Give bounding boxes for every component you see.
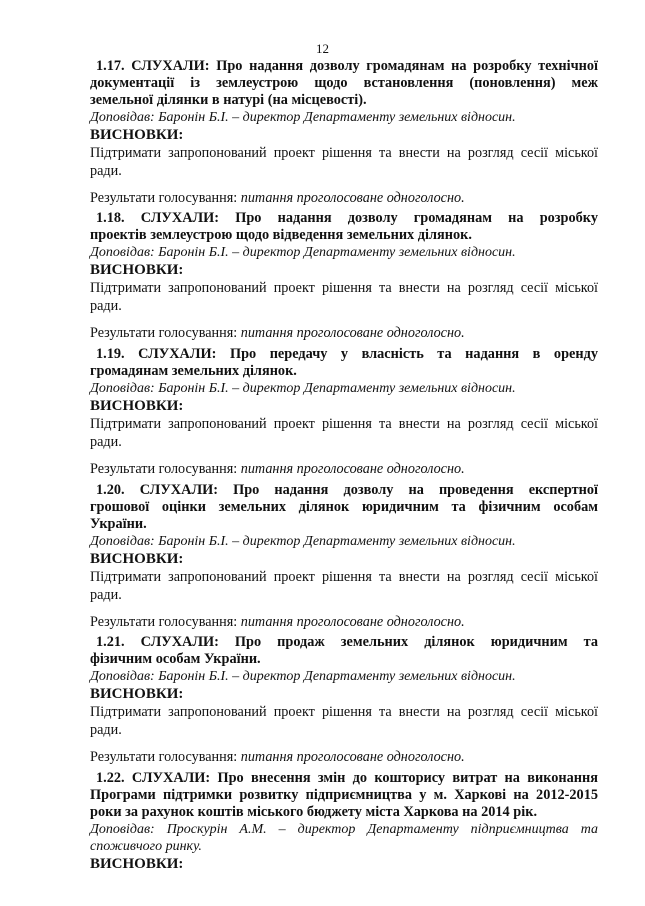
heading-line: грошової оцінки земельних ділянок юридичним та фізичним особам xyxy=(90,499,598,515)
conclusion-line: ради. xyxy=(90,298,122,314)
vote-result xyxy=(90,324,598,342)
vote-label: Результати голосування: xyxy=(90,190,241,206)
item-heading xyxy=(90,482,598,533)
heading-line: України. xyxy=(90,516,147,532)
heading-line: 1.19. СЛУХАЛИ: Про передачу у власність та надання в оренду xyxy=(96,346,598,362)
item-conclusion xyxy=(90,568,598,604)
item-conclusion xyxy=(90,279,598,315)
heading-line: 1.21. СЛУХАЛИ: Про продаж земельних ділянок юридичним та xyxy=(96,634,598,650)
vote-result xyxy=(90,613,598,631)
reporter-line: Доповідав: Баронін Б.І. – директор Департаменту земельних відносин. xyxy=(90,245,516,260)
item-reporter xyxy=(90,244,598,261)
agenda-item-1-20 xyxy=(90,482,598,631)
conclusions-label: ВИСНОВКИ: xyxy=(90,551,184,567)
conclusion-line: Підтримати запропонований проект рішення та внести на розгляд сесії міської xyxy=(90,569,598,585)
vote-result xyxy=(90,460,598,478)
vote-result xyxy=(90,748,598,766)
conclusion-line: Підтримати запропонований проект рішення та внести на розгляд сесії міської xyxy=(90,145,598,161)
heading-line: проектів землеустрою щодо відведення земельних ділянок. xyxy=(90,227,472,243)
item-heading xyxy=(90,346,598,380)
vote-label: Результати голосування: xyxy=(90,461,241,477)
heading-line: 1.20. СЛУХАЛИ: Про надання дозволу на проведення експертної xyxy=(96,482,598,498)
conclusion-line: ради. xyxy=(90,434,122,450)
agenda-item-1-17 xyxy=(90,58,598,207)
conclusion-line: ради. xyxy=(90,587,122,603)
vote-outcome: питання проголосоване одноголосно. xyxy=(240,325,465,341)
conclusions-label: ВИСНОВКИ: xyxy=(90,262,184,278)
agenda-item-1-18 xyxy=(90,210,598,342)
conclusion-line: ради. xyxy=(90,722,122,738)
conclusion-line: Підтримати запропонований проект рішення та внести на розгляд сесії міської xyxy=(90,416,598,432)
vote-label: Результати голосування: xyxy=(90,325,241,341)
heading-line: 1.17. СЛУХАЛИ: Про надання дозволу громадянам на розробку технічної xyxy=(96,58,598,74)
vote-label: Результати голосування: xyxy=(90,749,241,765)
vote-outcome: питання проголосоване одноголосно. xyxy=(240,190,465,206)
conclusion-line: Підтримати запропонований проект рішення та внести на розгляд сесії міської xyxy=(90,280,598,296)
conclusion-line: ради. xyxy=(90,163,122,179)
heading-line: 1.22. СЛУХАЛИ: Про внесення змін до кошторису витрат на виконання xyxy=(96,770,598,786)
reporter-line: Доповідав: Проскурін А.М. – директор Департаменту підприємництва та xyxy=(90,822,598,837)
conclusions-label: ВИСНОВКИ: xyxy=(90,398,184,414)
reporter-line: Доповідав: Баронін Б.І. – директор Департаменту земельних відносин. xyxy=(90,381,516,396)
item-reporter xyxy=(90,380,598,397)
reporter-line: Доповідав: Баронін Б.І. – директор Департаменту земельних відносин. xyxy=(90,110,516,125)
reporter-line: Доповідав: Баронін Б.І. – директор Департаменту земельних відносин. xyxy=(90,669,516,684)
agenda-item-1-21 xyxy=(90,634,598,766)
vote-outcome: питання проголосоване одноголосно. xyxy=(240,749,465,765)
heading-line: 1.18. СЛУХАЛИ: Про надання дозволу громадянам на розробку xyxy=(96,210,598,226)
conclusions-label: ВИСНОВКИ: xyxy=(90,856,184,872)
conclusions-label: ВИСНОВКИ: xyxy=(90,127,184,143)
vote-result xyxy=(90,189,598,207)
vote-label: Результати голосування: xyxy=(90,614,241,630)
page-number: 12 xyxy=(316,41,329,56)
heading-line: роки за рахунок коштів міського бюджету міста Харкова на 2014 рік. xyxy=(90,804,538,820)
heading-line: фізичним особам України. xyxy=(90,651,261,667)
item-heading xyxy=(90,770,598,821)
agenda-item-1-19 xyxy=(90,346,598,478)
item-heading xyxy=(90,210,598,244)
conclusions-label: ВИСНОВКИ: xyxy=(90,686,184,702)
vote-outcome: питання проголосоване одноголосно. xyxy=(240,461,465,477)
heading-line: Програми підтримки розвитку підприємництва у м. Харкові на 2012-2015 xyxy=(90,787,598,803)
conclusion-line: Підтримати запропонований проект рішення та внести на розгляд сесії міської xyxy=(90,704,598,720)
agenda-item-1-22 xyxy=(90,770,598,873)
reporter-line: Доповідав: Баронін Б.І. – директор Департаменту земельних відносин. xyxy=(90,534,516,549)
item-conclusion xyxy=(90,415,598,451)
item-heading xyxy=(90,634,598,668)
heading-line: громадянам земельних ділянок. xyxy=(90,363,297,379)
reporter-line: споживчого ринку. xyxy=(90,839,202,854)
heading-line: документації із землеустрою щодо встановлення (поновлення) меж xyxy=(90,75,598,91)
item-conclusion xyxy=(90,703,598,739)
item-reporter xyxy=(90,668,598,685)
item-reporter xyxy=(90,109,598,126)
heading-line: земельної ділянки в натурі (на місцевості). xyxy=(90,92,367,108)
vote-outcome: питання проголосоване одноголосно. xyxy=(240,614,465,630)
item-reporter xyxy=(90,533,598,550)
item-reporter xyxy=(90,821,598,855)
item-heading xyxy=(90,58,598,109)
item-conclusion xyxy=(90,144,598,180)
